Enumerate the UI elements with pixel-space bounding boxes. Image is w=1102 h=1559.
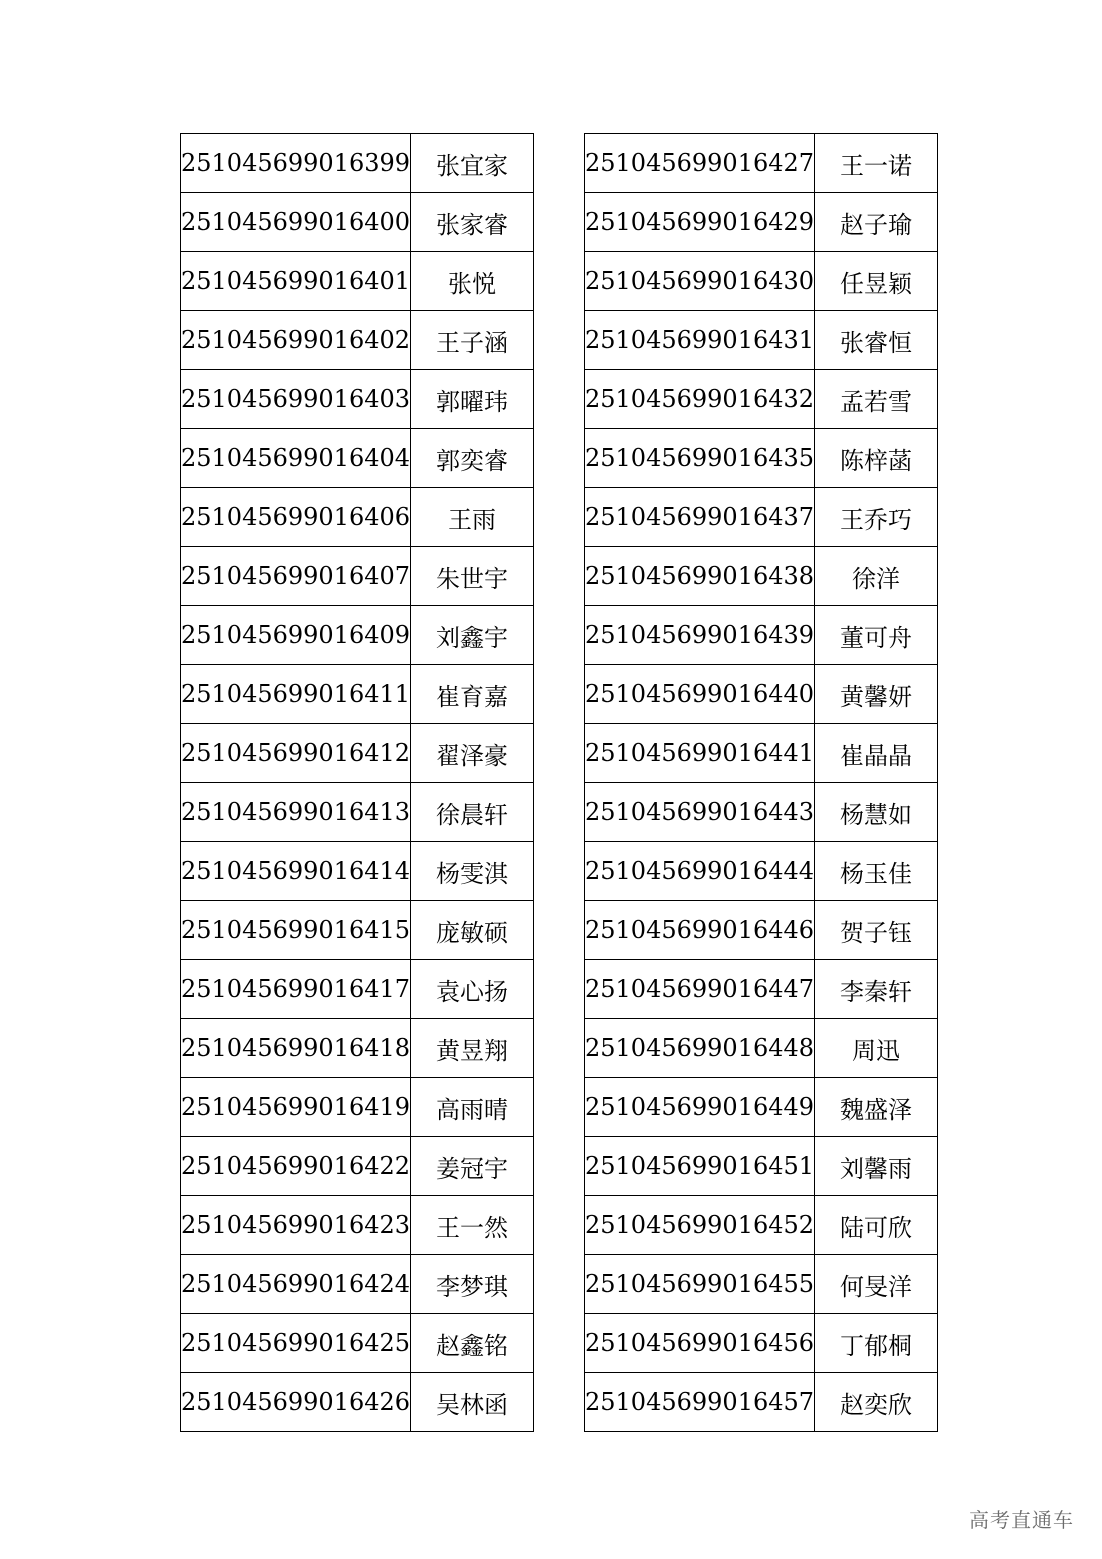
table-row [181, 1373, 534, 1432]
candidate-id-cell: 251045699016441 [585, 724, 815, 783]
candidate-name-cell: 翟泽豪 [411, 724, 534, 783]
table-row [181, 606, 534, 665]
candidate-name-cell: 孟若雪 [815, 370, 938, 429]
table-row [181, 1196, 534, 1255]
candidate-id-cell: 251045699016414 [181, 842, 411, 901]
table-row [181, 1137, 534, 1196]
table-row [585, 1078, 938, 1137]
table-row [181, 1078, 534, 1137]
table-row [585, 1314, 938, 1373]
candidate-name-cell: 吴林函 [411, 1373, 534, 1432]
roster-table-right [584, 133, 938, 1432]
candidate-name-cell: 赵子瑜 [815, 193, 938, 252]
table-row [181, 960, 534, 1019]
candidate-id-cell: 251045699016440 [585, 665, 815, 724]
table-row [181, 547, 534, 606]
candidate-id-cell: 251045699016438 [585, 547, 815, 606]
table-row [181, 901, 534, 960]
candidate-name-cell: 王乔巧 [815, 488, 938, 547]
table-row [585, 606, 938, 665]
table-row [585, 724, 938, 783]
table-row [585, 193, 938, 252]
candidate-id-cell: 251045699016439 [585, 606, 815, 665]
table-row [181, 193, 534, 252]
roster-table-left-body [181, 134, 534, 1432]
candidate-id-cell: 251045699016457 [585, 1373, 815, 1432]
candidate-name-cell: 周迅 [815, 1019, 938, 1078]
candidate-id-cell: 251045699016411 [181, 665, 411, 724]
candidate-name-cell: 黄昱翔 [411, 1019, 534, 1078]
candidate-name-cell: 王子涵 [411, 311, 534, 370]
table-row [181, 488, 534, 547]
candidate-name-cell: 贺子钰 [815, 901, 938, 960]
candidate-name-cell: 刘馨雨 [815, 1137, 938, 1196]
table-row [181, 665, 534, 724]
candidate-name-cell: 刘鑫宇 [411, 606, 534, 665]
candidate-name-cell: 徐洋 [815, 547, 938, 606]
table-row [181, 724, 534, 783]
table-row [181, 429, 534, 488]
table-row [181, 842, 534, 901]
candidate-name-cell: 郭奕睿 [411, 429, 534, 488]
table-row [585, 1373, 938, 1432]
candidate-name-cell: 王雨 [411, 488, 534, 547]
candidate-name-cell: 崔晶晶 [815, 724, 938, 783]
candidate-name-cell: 朱世宇 [411, 547, 534, 606]
table-row [181, 1255, 534, 1314]
table-row [181, 783, 534, 842]
roster-table-left [180, 133, 534, 1432]
candidate-id-cell: 251045699016451 [585, 1137, 815, 1196]
candidate-id-cell: 251045699016403 [181, 370, 411, 429]
candidate-name-cell: 郭曜玮 [411, 370, 534, 429]
candidate-name-cell: 赵奕欣 [815, 1373, 938, 1432]
candidate-id-cell: 251045699016456 [585, 1314, 815, 1373]
candidate-id-cell: 251045699016455 [585, 1255, 815, 1314]
candidate-id-cell: 251045699016422 [181, 1137, 411, 1196]
candidate-id-cell: 251045699016447 [585, 960, 815, 1019]
candidate-name-cell: 魏盛泽 [815, 1078, 938, 1137]
table-row [585, 488, 938, 547]
candidate-name-cell: 丁郁桐 [815, 1314, 938, 1373]
candidate-id-cell: 251045699016413 [181, 783, 411, 842]
candidate-name-cell: 黄馨妍 [815, 665, 938, 724]
candidate-name-cell: 徐晨轩 [411, 783, 534, 842]
candidate-name-cell: 陈梓菡 [815, 429, 938, 488]
candidate-id-cell: 251045699016402 [181, 311, 411, 370]
candidate-id-cell: 251045699016404 [181, 429, 411, 488]
table-row [181, 134, 534, 193]
candidate-id-cell: 251045699016407 [181, 547, 411, 606]
candidate-name-cell: 张睿恒 [815, 311, 938, 370]
roster-table-right-body [585, 134, 938, 1432]
candidate-id-cell: 251045699016449 [585, 1078, 815, 1137]
candidate-id-cell: 251045699016399 [181, 134, 411, 193]
candidate-name-cell: 张悦 [411, 252, 534, 311]
candidate-id-cell: 251045699016446 [585, 901, 815, 960]
candidate-id-cell: 251045699016400 [181, 193, 411, 252]
candidate-id-cell: 251045699016437 [585, 488, 815, 547]
candidate-id-cell: 251045699016443 [585, 783, 815, 842]
candidate-id-cell: 251045699016417 [181, 960, 411, 1019]
candidate-id-cell: 251045699016426 [181, 1373, 411, 1432]
table-row [585, 901, 938, 960]
candidate-id-cell: 251045699016425 [181, 1314, 411, 1373]
candidate-id-cell: 251045699016430 [585, 252, 815, 311]
candidate-name-cell: 杨雯淇 [411, 842, 534, 901]
table-row [585, 960, 938, 1019]
candidate-id-cell: 251045699016427 [585, 134, 815, 193]
candidate-id-cell: 251045699016452 [585, 1196, 815, 1255]
table-row [181, 311, 534, 370]
candidate-id-cell: 251045699016444 [585, 842, 815, 901]
candidate-name-cell: 任昱颖 [815, 252, 938, 311]
table-row [585, 1137, 938, 1196]
candidate-name-cell: 李秦轩 [815, 960, 938, 1019]
candidate-id-cell: 251045699016435 [585, 429, 815, 488]
table-row [585, 429, 938, 488]
candidate-name-cell: 董可舟 [815, 606, 938, 665]
table-row [181, 1314, 534, 1373]
candidate-name-cell: 陆可欣 [815, 1196, 938, 1255]
candidate-name-cell: 庞敏硕 [411, 901, 534, 960]
candidate-id-cell: 251045699016415 [181, 901, 411, 960]
table-row [181, 370, 534, 429]
candidate-name-cell: 张宜家 [411, 134, 534, 193]
candidate-name-cell: 崔育嘉 [411, 665, 534, 724]
table-row [585, 311, 938, 370]
candidate-name-cell: 张家睿 [411, 193, 534, 252]
table-row [585, 842, 938, 901]
candidate-id-cell: 251045699016409 [181, 606, 411, 665]
table-row [585, 1196, 938, 1255]
candidate-id-cell: 251045699016429 [585, 193, 815, 252]
table-row [585, 783, 938, 842]
candidate-name-cell: 李梦琪 [411, 1255, 534, 1314]
candidate-id-cell: 251045699016448 [585, 1019, 815, 1078]
candidate-id-cell: 251045699016432 [585, 370, 815, 429]
table-row [585, 252, 938, 311]
candidate-name-cell: 高雨晴 [411, 1078, 534, 1137]
table-row [585, 665, 938, 724]
candidate-id-cell: 251045699016423 [181, 1196, 411, 1255]
candidate-name-cell: 杨慧如 [815, 783, 938, 842]
candidate-name-cell: 赵鑫铭 [411, 1314, 534, 1373]
table-row [585, 370, 938, 429]
table-row [585, 547, 938, 606]
candidate-name-cell: 王一诺 [815, 134, 938, 193]
candidate-name-cell: 王一然 [411, 1196, 534, 1255]
table-row [181, 252, 534, 311]
table-row [181, 1019, 534, 1078]
watermark-text: 高考直通车 [969, 1508, 1074, 1532]
candidate-id-cell: 251045699016431 [585, 311, 815, 370]
candidate-name-cell: 杨玉佳 [815, 842, 938, 901]
candidate-name-cell: 何旻洋 [815, 1255, 938, 1314]
candidate-id-cell: 251045699016401 [181, 252, 411, 311]
candidate-id-cell: 251045699016419 [181, 1078, 411, 1137]
candidate-id-cell: 251045699016412 [181, 724, 411, 783]
table-row [585, 1019, 938, 1078]
candidate-name-cell: 袁心扬 [411, 960, 534, 1019]
candidate-id-cell: 251045699016406 [181, 488, 411, 547]
table-row [585, 1255, 938, 1314]
candidate-name-cell: 姜冠宇 [411, 1137, 534, 1196]
candidate-id-cell: 251045699016418 [181, 1019, 411, 1078]
candidate-id-cell: 251045699016424 [181, 1255, 411, 1314]
table-row [585, 134, 938, 193]
